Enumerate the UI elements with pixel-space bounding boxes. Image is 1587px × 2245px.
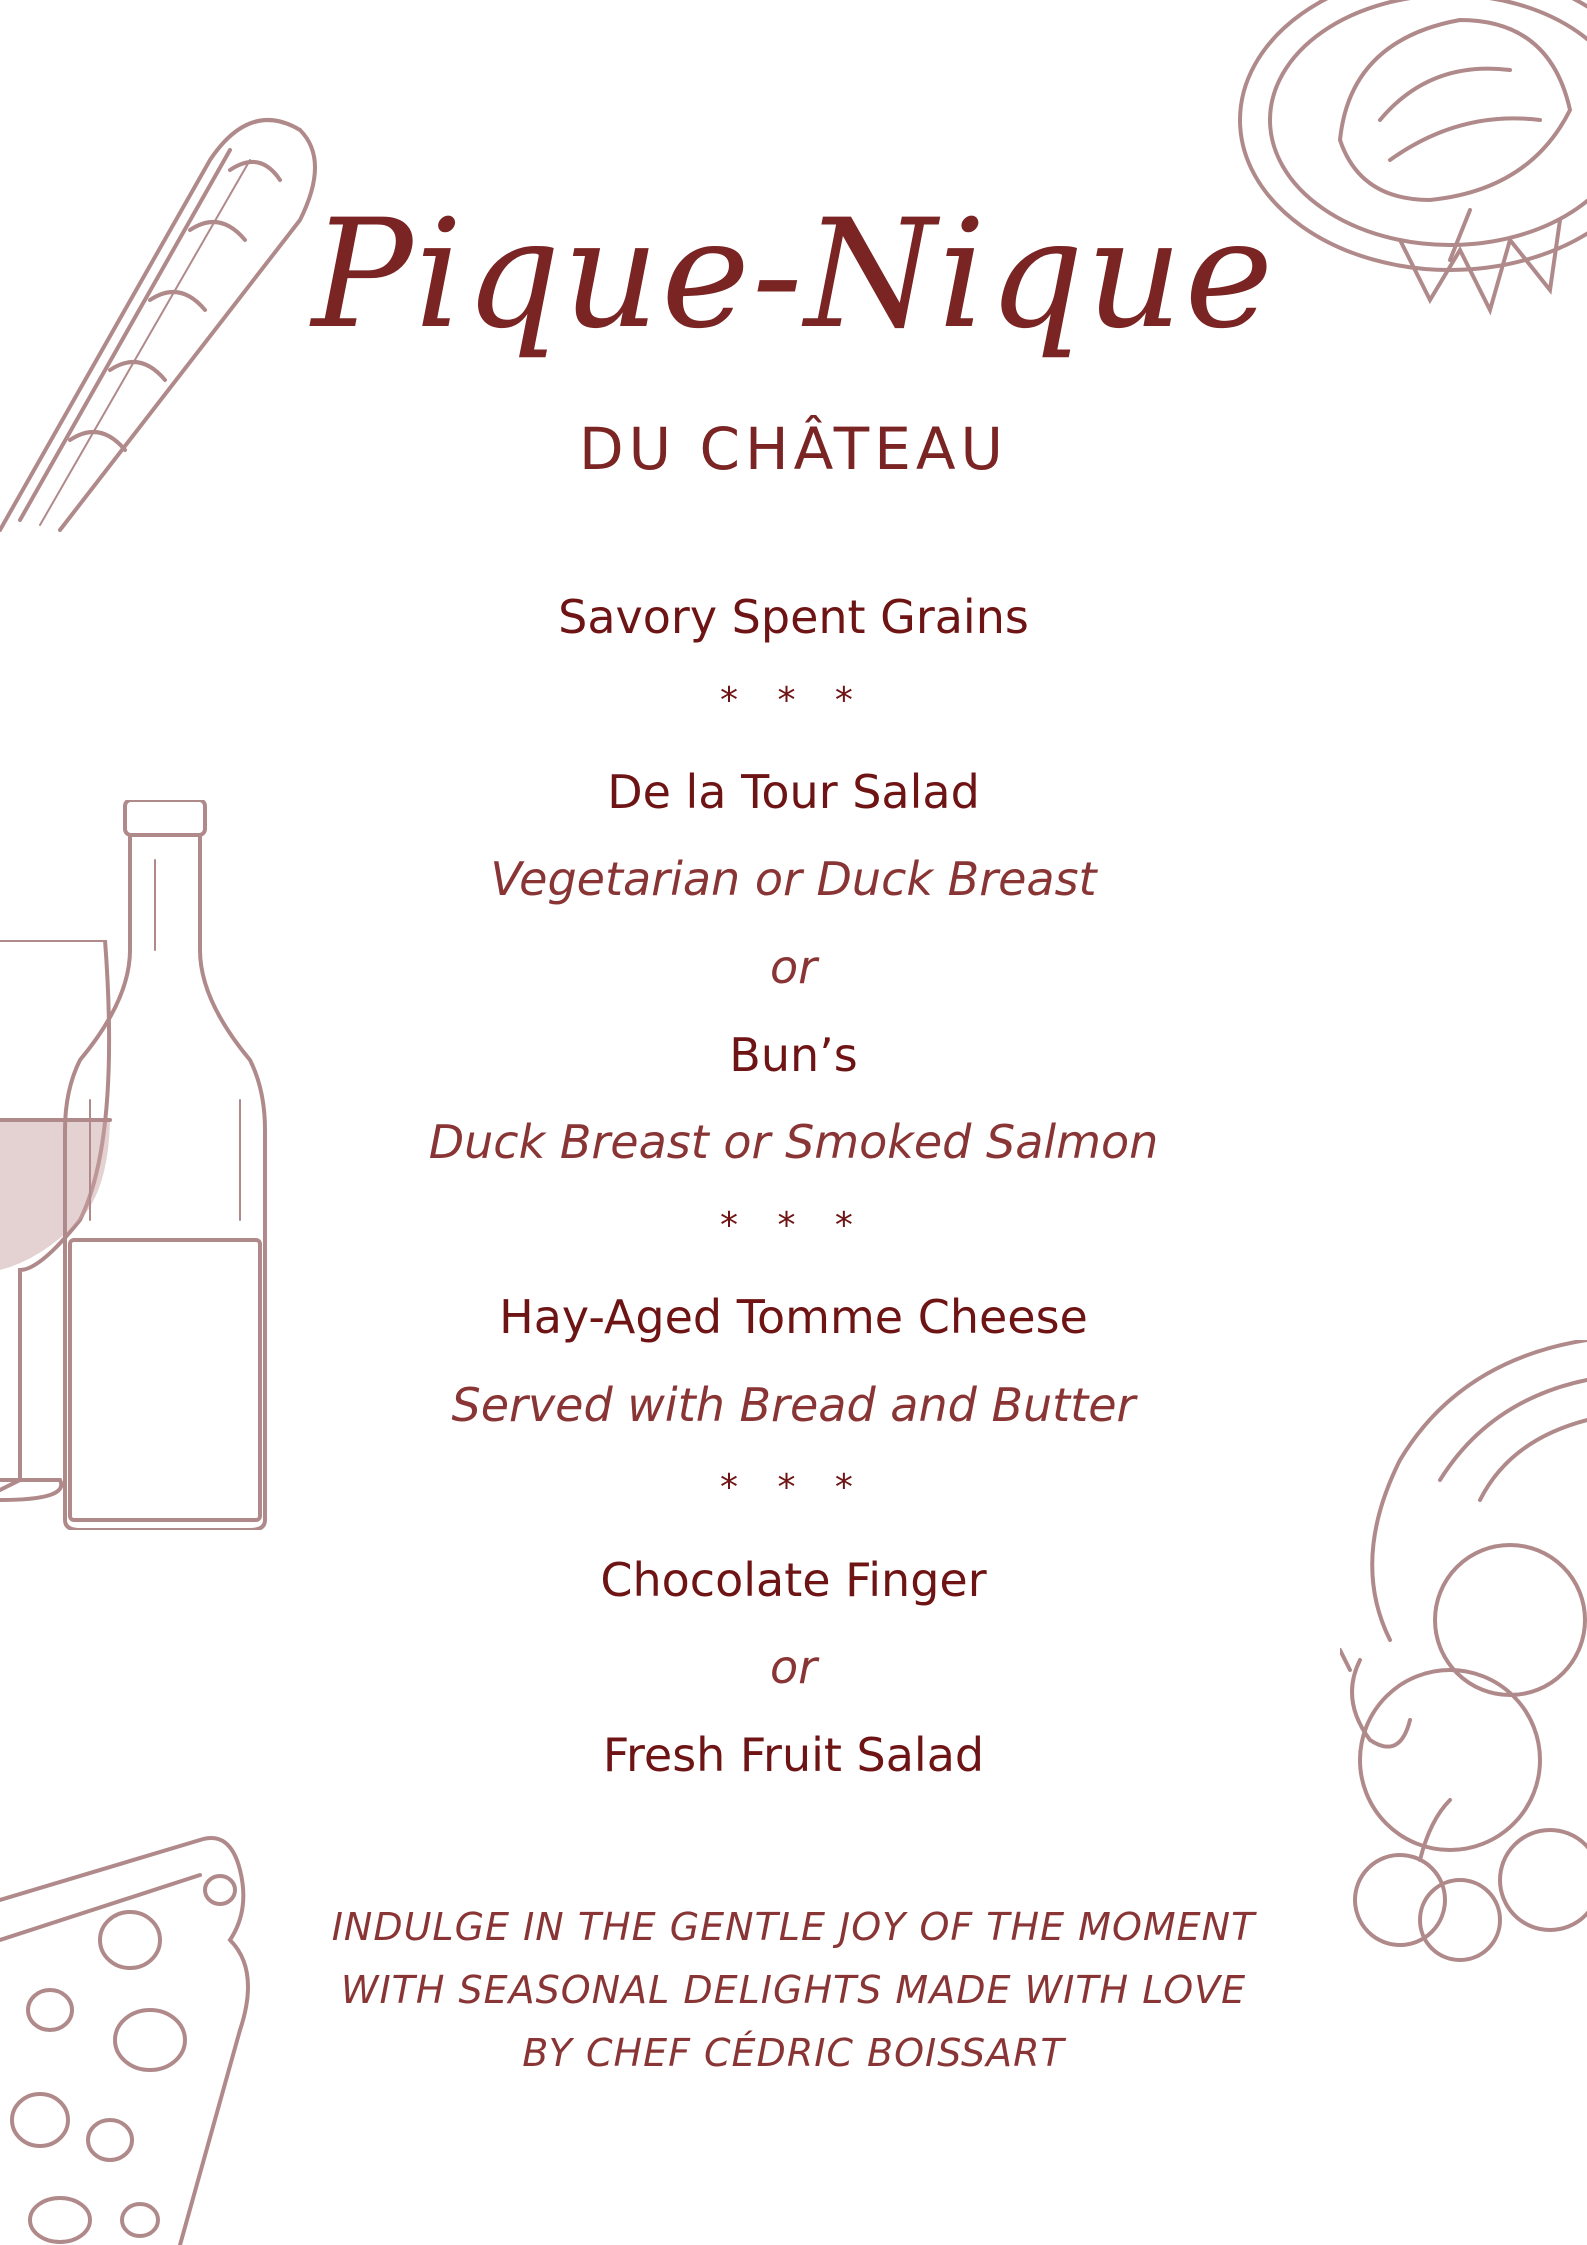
- separator-2: * * *: [720, 1205, 867, 1246]
- course1-dish: Savory Spent Grains: [558, 590, 1029, 644]
- separator-3: * * *: [720, 1467, 867, 1508]
- course2-dish-b: Bun’s: [729, 1028, 858, 1082]
- subtitle: DU CHÂTEAU: [578, 415, 1009, 483]
- course2-or: or: [769, 940, 818, 994]
- footer-line-3: BY CHEF CÉDRIC BOISSART: [522, 2031, 1065, 2075]
- title-script: Pique-Nique: [311, 188, 1276, 362]
- footer-line-1: INDULGE IN THE GENTLE JOY OF THE MOMENT: [331, 1905, 1256, 1949]
- course4-or: or: [769, 1640, 818, 1694]
- footer-line-2: WITH SEASONAL DELIGHTS MADE WITH LOVE: [340, 1968, 1247, 2012]
- course2-dish-a: De la Tour Salad: [607, 765, 980, 819]
- course3-dish: Hay-Aged Tomme Cheese: [499, 1290, 1088, 1344]
- course2-dish-a-option: Vegetarian or Duck Breast: [490, 852, 1097, 906]
- course4-dish-a: Chocolate Finger: [600, 1553, 987, 1607]
- separator-1: * * *: [720, 680, 867, 721]
- course3-option: Served with Bread and Butter: [451, 1378, 1136, 1432]
- course4-dish-b: Fresh Fruit Salad: [602, 1728, 985, 1782]
- course2-dish-b-option: Duck Breast or Smoked Salmon: [428, 1115, 1159, 1169]
